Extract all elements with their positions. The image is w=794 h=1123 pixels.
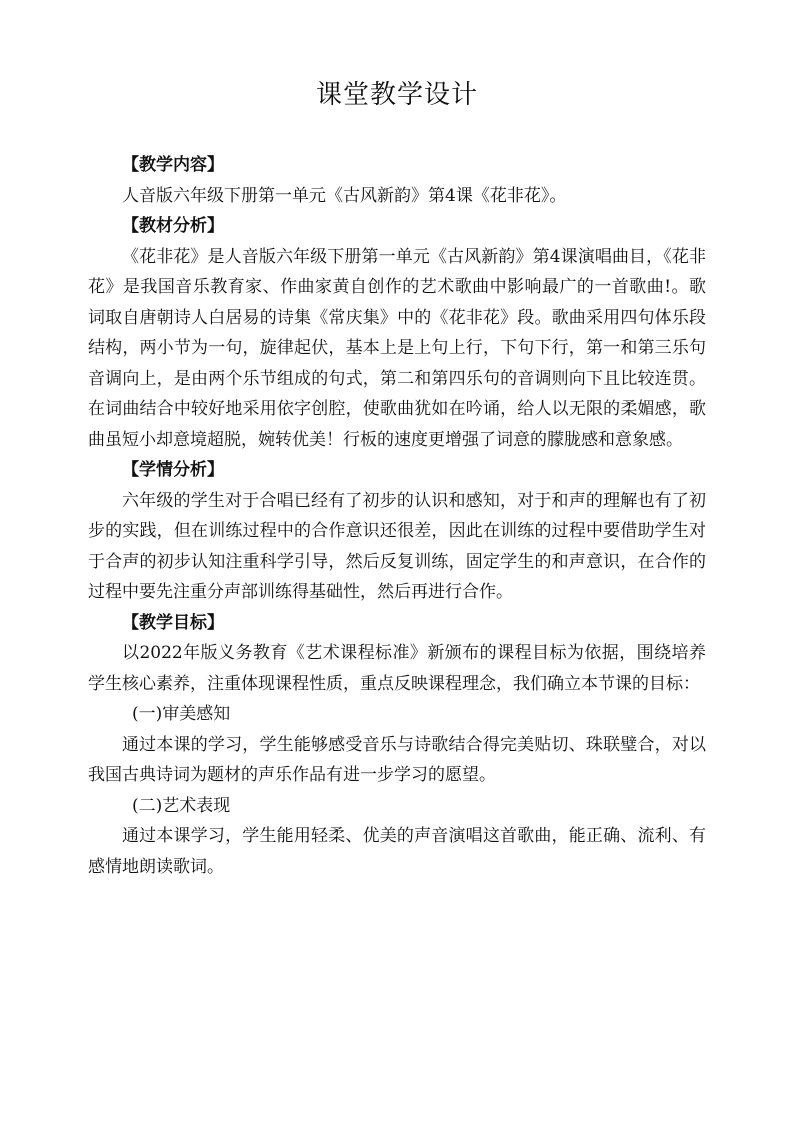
paragraph-teaching-content: 人音版六年级下册第一单元《古风新韵》第4课《花非花》。 (122, 185, 567, 206)
goal-label-aesthetic: (一)审美感知 (132, 704, 231, 724)
goal-text-aesthetic: 通过本课的学习，学生能够感受音乐与诗歌结合得完美贴切、珠联璧合，对以我国古典诗词为题材的声乐作品有进一步学习的愿望。 (88, 734, 706, 785)
goal-text-performance: 通过本课学习，学生能用轻柔、优美的声音演唱这首歌曲，能正确、流利、有感情地朗读歌词。 (88, 826, 706, 877)
paragraph-teaching-goals: 以2022年版义务教育《艺术课程标准》新颁布的课程目标为依据，围绕培养学生核心素养，注重体现课程性质，重点反映课程理念，我们确立本节课的目标： (88, 643, 706, 694)
paragraph-student-analysis: 六年级的学生对于合唱已经有了初步的认识和感知，对于和声的理解也有了初步的实践，但在训练过程中的合作意识还很差，因此在训练的过程中要借助学生对于合声的初步认知注重科学引导，然后反复训练，固定学生的和声意识，在合作的过程中要先注重分声部训练得基础性，然后再进行合作。 (88, 490, 706, 602)
paragraph-material-analysis: 《花非花》是人音版六年级下册第一单元《古风新韵》第4课演唱曲目，《花非花》是我国音乐教育家、作曲家黄自创作的艺术歌曲中影响最广的一首歌曲!。歌词取自唐朝诗人白居易的诗集《常庆集》中的《花非花》段。歌曲采用四句体乐段结构，两小节为一句，旋律起伏，基本上是上句上行，下句下行，第一和第三乐句音调向上，是由两个乐节组成的句式，第二和第四乐句的音调则向下且比较连贯。在词曲结合中较好地采用依字创腔，使歌曲犹如在吟诵，给人以无限的柔媚感，歌曲虽短小却意境超脱，婉转优美！行板的速度更增强了词意的朦胧感和意象感。 (88, 246, 706, 450)
heading-student-analysis: 【学情分析】 (122, 460, 224, 480)
goal-label-performance: (二)艺术表现 (132, 795, 231, 816)
heading-material-analysis: 【教材分析】 (122, 216, 224, 236)
heading-teaching-goals: 【教学目标】 (122, 612, 224, 633)
heading-teaching-content: 【教学内容】 (122, 155, 224, 175)
document-body (88, 150, 706, 882)
page-title: 课堂教学设计 (315, 80, 478, 110)
